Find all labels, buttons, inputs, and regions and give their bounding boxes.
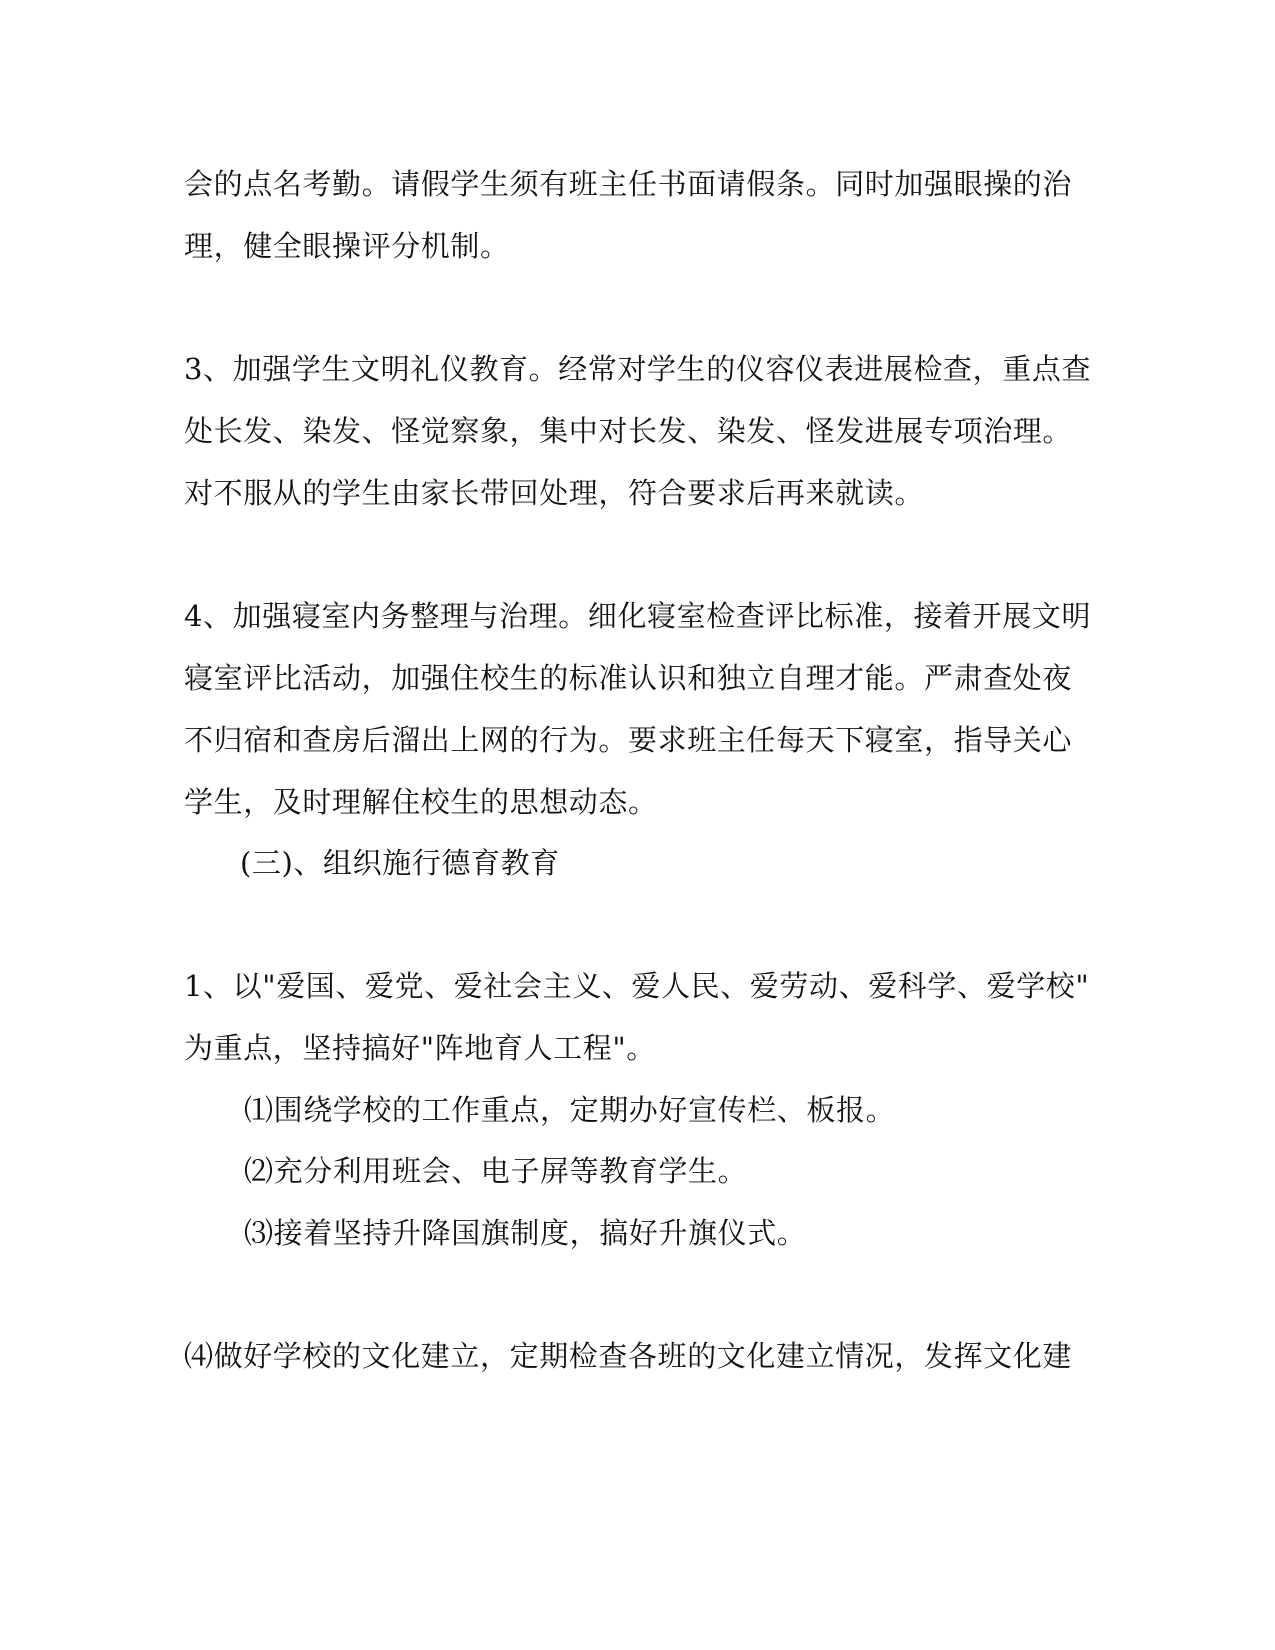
para3-line2: 寝室评比活动，加强住校生的标准认识和独立自理才能。严肃查处夜 (184, 661, 1073, 695)
para3-line4: 学生，及时理解住校生的思想动态。 (184, 785, 658, 819)
para4-line1: 1、以"爱国、爱党、爱社会主义、爱人民、爱劳动、爱科学、爱学校" (184, 969, 1090, 1003)
sub-item-1: ⑴围绕学校的工作重点，定期办好宣传栏、板报。 (244, 1093, 896, 1127)
para4-line2: 为重点，坚持搞好"阵地育人工程"。 (184, 1031, 656, 1065)
para1-line2: 理，健全眼操评分机制。 (184, 229, 510, 263)
para2-line2: 处长发、染发、怪觉察象，集中对长发、染发、怪发进展专项治理。 (184, 414, 1073, 448)
para2-line1: 3、加强学生文明礼仪教育。经常对学生的仪容仪表进展检查，重点查 (184, 352, 1092, 386)
section-heading: (三)、组织施行德育教育 (240, 846, 560, 880)
para5-line1: ⑷做好学校的文化建立，定期检查各班的文化建立情况，发挥文化建 (184, 1339, 1073, 1373)
para2-line3: 对不服从的学生由家长带回处理，符合要求后再来就读。 (184, 476, 925, 510)
para3-line3: 不归宿和查房后溜出上网的行为。要求班主任每天下寝室，指导关心 (184, 723, 1073, 757)
sub-item-2: ⑵充分利用班会、电子屏等教育学生。 (244, 1154, 748, 1188)
para1-line1: 会的点名考勤。请假学生须有班主任书面请假条。同时加强眼操的治 (184, 167, 1073, 201)
sub-item-3: ⑶接着坚持升降国旗制度，搞好升旗仪式。 (244, 1216, 807, 1250)
para3-line1: 4、加强寝室内务整理与治理。细化寝室检查评比标准，接着开展文明 (184, 599, 1092, 633)
